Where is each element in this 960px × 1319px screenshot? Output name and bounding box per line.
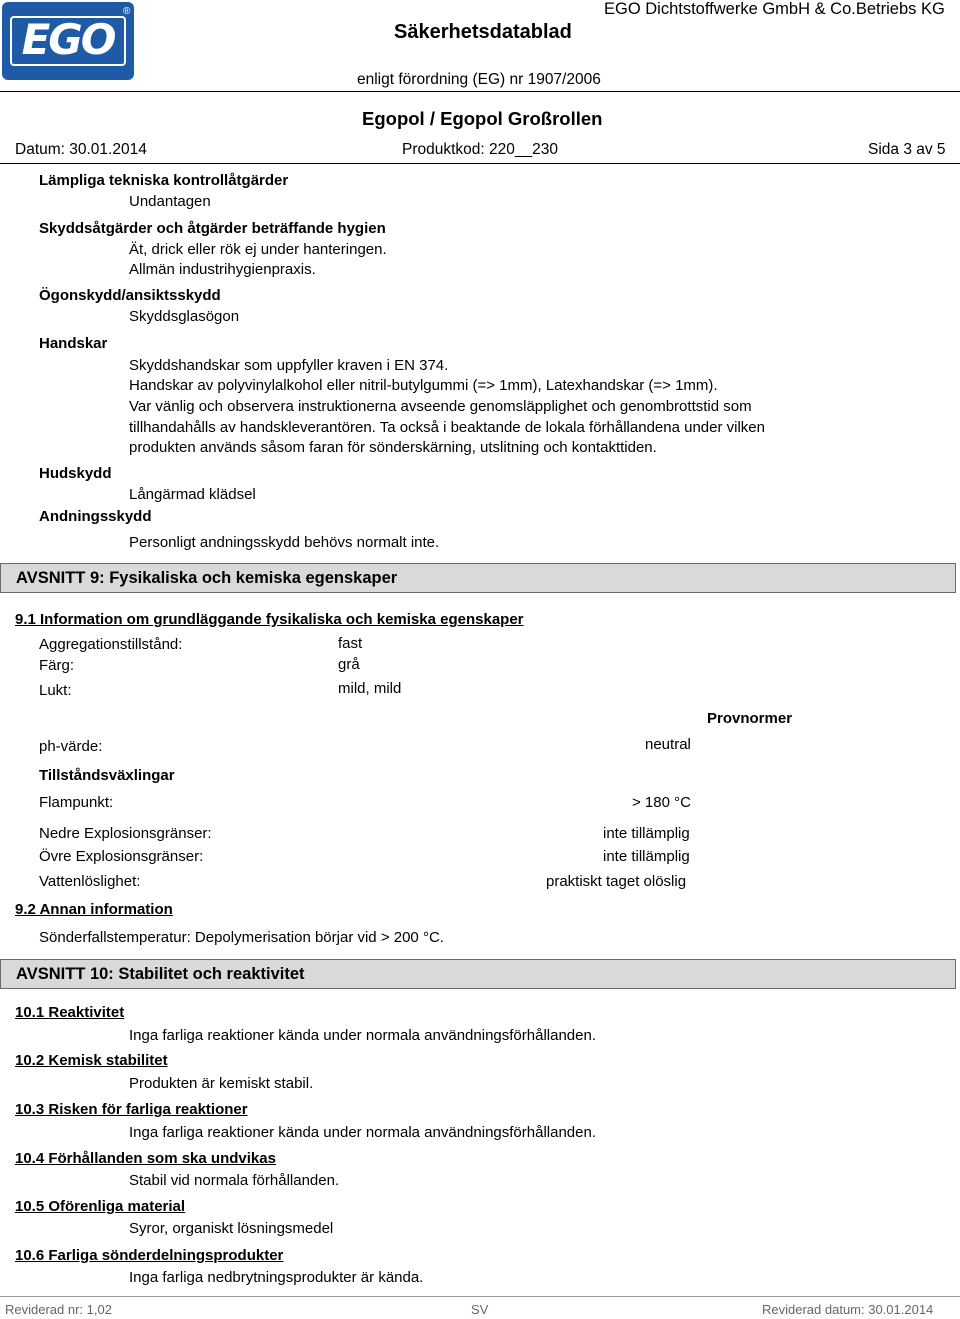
regulation-text: enligt förordning (EG) nr 1907/2006 — [357, 71, 601, 88]
eye-protection-heading: Ögonskydd/ansiktsskydd — [39, 287, 221, 304]
physical-state-value: fast — [338, 635, 363, 652]
subsection-10-2-title: 10.2 Kemisk stabilitet — [15, 1052, 168, 1069]
tech-controls-heading: Lämpliga tekniska kontrollåtgärder — [39, 172, 289, 189]
gloves-line-5: produkten används såsom faran för sönderskärning, utslitning och kontakttiden. — [129, 439, 657, 456]
company-name: EGO Dichtstoffwerke GmbH & Co.Betriebs KG — [604, 0, 945, 18]
ph-value: neutral — [645, 736, 691, 753]
upper-explosion-limit-label: Övre Explosionsgränser: — [39, 848, 204, 865]
subsection-10-3-value: Inga farliga reaktioner kända under normala användningsförhållanden. — [129, 1124, 596, 1141]
upper-explosion-limit-value: inte tillämplig — [603, 848, 690, 865]
subsection-10-6-title: 10.6 Farliga sönderdelningsprodukter — [15, 1247, 284, 1264]
section-10-title: AVSNITT 10: Stabilitet och reaktivitet — [16, 965, 305, 983]
gloves-line-1: Skyddshandskar som uppfyller kraven i EN 374. — [129, 357, 449, 374]
gloves-line-2: Handskar av polyvinylalkohol eller nitril-butylgummi (=> 1mm), Latexhandskar (=> 1mm). — [129, 377, 718, 394]
physical-state-label: Aggregationstillstånd: — [39, 636, 183, 653]
subsection-10-5-title: 10.5 Oförenliga material — [15, 1198, 186, 1215]
flash-point-label: Flampunkt: — [39, 794, 114, 811]
product-code: Produktkod: 220__230 — [402, 141, 558, 158]
document-date: Datum: 30.01.2014 — [15, 141, 147, 158]
hygiene-line-2: Allmän industrihygienpraxis. — [129, 261, 316, 278]
eye-protection-value: Skyddsglasögon — [129, 308, 240, 325]
lower-explosion-limit-value: inte tillämplig — [603, 825, 690, 842]
header-bottom-divider — [0, 163, 960, 164]
subsection-9-2-title: 9.2 Annan information — [15, 901, 173, 918]
tech-controls-value: Undantagen — [129, 193, 211, 210]
skin-protection-value: Långärmad klädsel — [129, 486, 256, 503]
footer-revision-number: Reviderad nr: 1,02 — [5, 1302, 112, 1317]
footer-divider — [0, 1296, 960, 1297]
gloves-line-4: tillhandahålls av handskleverantören. Ta också i beaktande de lokala förhållandena under vilken — [129, 419, 765, 436]
skin-protection-heading: Hudskydd — [39, 465, 112, 482]
section-9-title: AVSNITT 9: Fysikaliska och kemiska egenskaper — [16, 569, 398, 587]
hygiene-line-1: Ät, drick eller rök ej under hanteringen. — [129, 241, 387, 258]
gloves-heading: Handskar — [39, 335, 108, 352]
subsection-10-1-value: Inga farliga reaktioner kända under normala användningsförhållanden. — [129, 1027, 596, 1044]
subsection-10-4-value: Stabil vid normala förhållanden. — [129, 1172, 340, 1189]
water-solubility-label: Vattenlöslighet: — [39, 873, 141, 890]
product-name: Egopol / Egopol Großrollen — [362, 108, 603, 129]
flash-point-value: > 180 °C — [632, 794, 691, 811]
footer-revision-date: Reviderad datum: 30.01.2014 — [762, 1302, 934, 1317]
gloves-line-3: Var vänlig och observera instruktionerna avseende genomsläpplighet och genombrottstid som — [129, 398, 752, 415]
respiratory-protection-value: Personligt andningsskydd behövs normalt inte. — [129, 534, 440, 551]
water-solubility-value: praktiskt taget olöslig — [546, 873, 687, 890]
ph-label: ph-värde: — [39, 738, 103, 755]
header-divider — [0, 91, 960, 92]
subsection-10-2-value: Produkten är kemiskt stabil. — [129, 1075, 314, 1092]
footer-language: SV — [471, 1302, 489, 1317]
logo-text: EGO — [21, 15, 115, 64]
respiratory-protection-heading: Andningsskydd — [39, 508, 152, 525]
test-standards-heading: Provnormer — [707, 710, 793, 727]
color-value: grå — [338, 656, 360, 673]
hygiene-heading: Skyddsåtgärder och åtgärder beträffande hygien — [39, 220, 386, 237]
odor-label: Lukt: — [39, 682, 72, 699]
decomposition-temperature: Sönderfallstemperatur: Depolymerisation börjar vid > 200 °C. — [39, 929, 444, 946]
phase-changes-heading: Tillståndsväxlingar — [39, 767, 175, 784]
subsection-10-4-title: 10.4 Förhållanden som ska undvikas — [15, 1150, 276, 1167]
odor-value: mild, mild — [338, 680, 402, 697]
subsection-10-3-title: 10.3 Risken för farliga reaktioner — [15, 1101, 248, 1118]
document-title: Säkerhetsdatablad — [394, 21, 572, 43]
subsection-9-1-title: 9.1 Information om grundläggande fysikaliska och kemiska egenskaper — [15, 611, 524, 628]
subsection-10-6-value: Inga farliga nedbrytningsprodukter är kända. — [129, 1269, 424, 1286]
section-10-header — [0, 959, 956, 989]
page-number: Sida 3 av 5 — [868, 141, 946, 158]
lower-explosion-limit-label: Nedre Explosionsgränser: — [39, 825, 212, 842]
subsection-10-5-value: Syror, organiskt lösningsmedel — [129, 1220, 334, 1237]
section-9-header — [0, 563, 956, 593]
color-label: Färg: — [39, 657, 75, 674]
company-logo — [2, 2, 134, 80]
logo-registered-mark: ® — [123, 6, 131, 17]
subsection-10-1-title: 10.1 Reaktivitet — [15, 1004, 125, 1021]
